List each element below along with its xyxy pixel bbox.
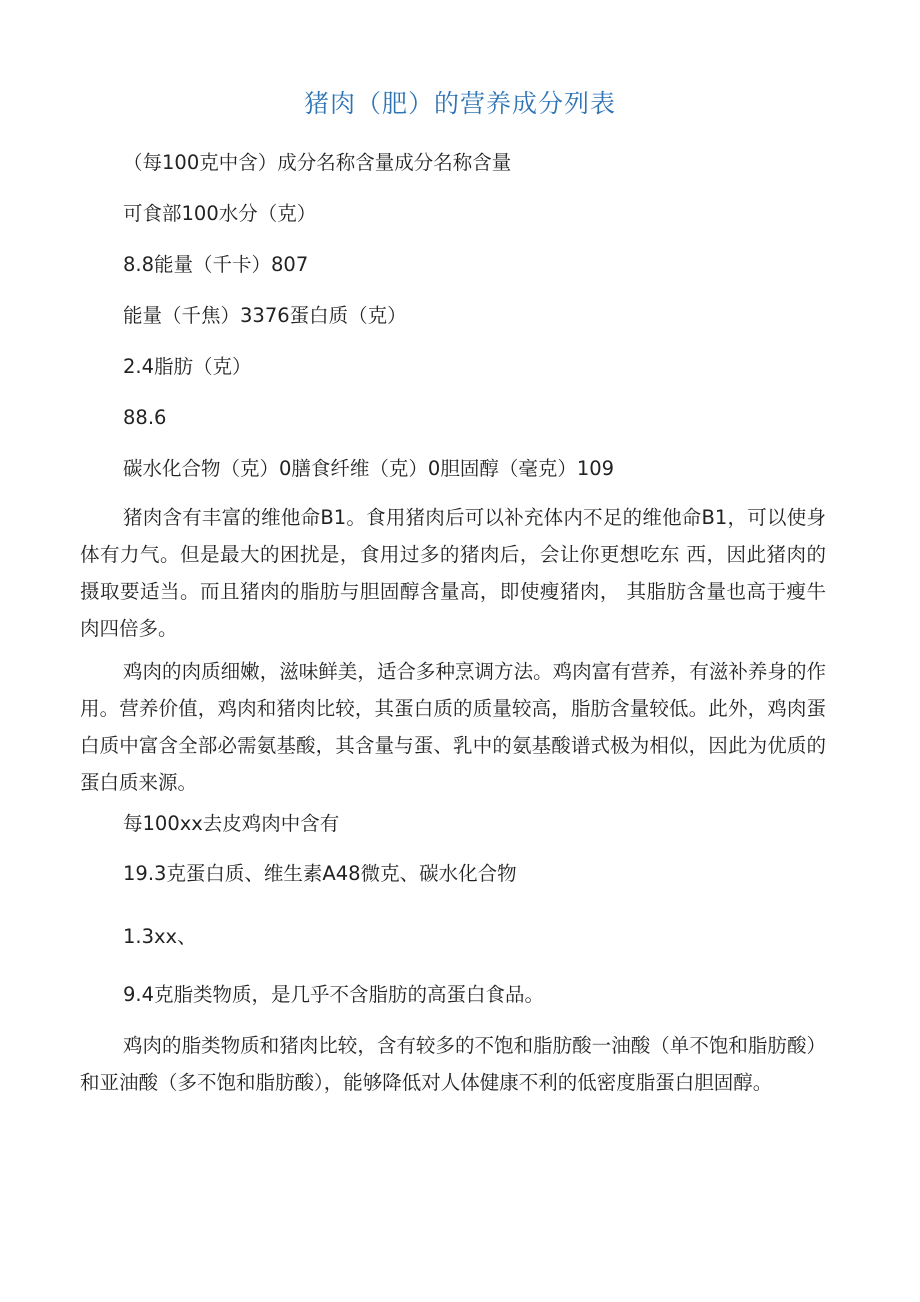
chicken-line-intro: 每100xx去皮鸡肉中含有 [123,812,340,835]
table-line-energy-kj-protein: 能量（千焦）3376蛋白质（克） [123,304,407,327]
table-line-edible-water: 可食部100水分（克） [123,202,317,225]
table-line-header: （每100克中含）成分名称含量成分名称含量 [123,151,512,174]
chicken-line-lipids: 9.4克脂类物质，是几乎不含脂肪的高蛋白食品。 [123,983,545,1006]
table-line-carbs-fiber-cholesterol: 碳水化合物（克）0膳食纤维（克）0胆固醇（毫克）109 [123,457,615,480]
table-line-fat: 2.4脂肪（克） [123,355,252,378]
table-line-energy-kcal: 8.8能量（千卡）807 [123,253,309,276]
paragraph-fatty-acids: 鸡肉的脂类物质和猪肉比较，含有较多的不饱和脂肪酸一油酸（单不饱和脂肪酸）和亚油酸（多不饱和脂肪酸），能够降低对人体健康不利的低密度脂蛋白胆固醇。 [80,1034,826,1094]
paragraph-chicken: 鸡肉的肉质细嫩，滋味鲜美，适合多种烹调方法。鸡肉富有营养，有滋补养身的作用。营养价值，鸡肉和猪肉比较，其蛋白质的质量较高，脂肪含量较低。此外，鸡肉蛋白质中富含全部必需氨基酸，其含量与蛋、乳中的氨基酸谱式极为相似，因此为优质的蛋白质来源。 [80,660,826,794]
chicken-line-protein: 19.3克蛋白质、维生素A48微克、碳水化合物 [123,862,517,885]
document-title: 猪肉（肥）的营养成分列表 [303,89,616,118]
table-line-fat-value: 88.6 [123,406,167,429]
paragraph-pork: 猪肉含有丰富的维他命B1。食用猪肉后可以补充体内不足的维他命B1，可以使身体有力气。但是最大的困扰是，食用过多的猪肉后，会让你更想吃东 西，因此猪肉的摄取要适当。而且猪肉的脂肪与胆固醇含量高，即使瘦猪肉， 其脂肪含量也高于瘦牛肉四倍多。 [80,506,826,640]
chicken-line-carbs: 1.3xx、 [123,925,197,948]
